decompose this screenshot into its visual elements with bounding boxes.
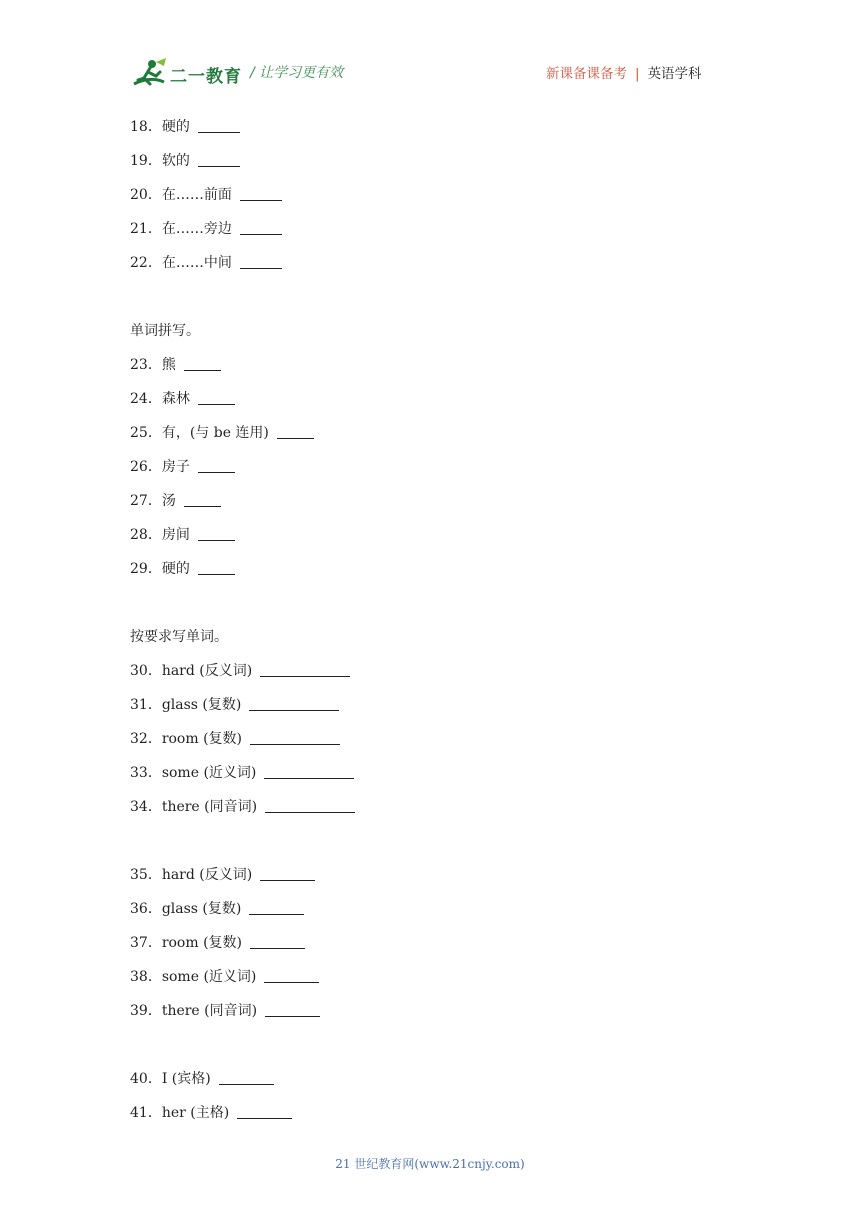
question-item (130, 926, 750, 960)
question-item (130, 246, 750, 280)
question-text: 41．her (主格) (130, 1105, 230, 1121)
spacer (130, 1028, 750, 1062)
answer-blank[interactable] (265, 798, 355, 813)
header-right (546, 62, 702, 82)
page-footer: 21 世纪教育网(www.21cnjy.com) (335, 1157, 525, 1171)
header-right-label: 新课备课备考 (546, 66, 627, 82)
question-item (130, 348, 750, 382)
answer-blank[interactable] (184, 356, 221, 371)
question-text: 21．在……旁边 (130, 221, 232, 237)
answer-blank[interactable] (240, 220, 282, 235)
question-item (130, 688, 750, 722)
question-item (130, 110, 750, 144)
question-item (130, 1096, 750, 1130)
question-item (130, 382, 750, 416)
question-text: 24．森林 (130, 391, 190, 407)
answer-blank[interactable] (219, 1070, 274, 1085)
question-item (130, 1062, 750, 1096)
header-subject: 英语学科 (647, 66, 702, 82)
logo-text: 二一教育 (170, 67, 242, 87)
question-item (130, 552, 750, 586)
question-item (130, 518, 750, 552)
question-text: 30．hard (反义词) (130, 663, 253, 679)
question-item (130, 484, 750, 518)
answer-blank[interactable] (250, 730, 340, 745)
question-text: 38．some (近义词) (130, 969, 257, 985)
answer-blank[interactable] (198, 526, 235, 541)
answer-blank[interactable] (240, 186, 282, 201)
question-text: 31．glass (复数) (130, 697, 242, 713)
question-text: 29．硬的 (130, 561, 190, 577)
section-heading: 按要求写单词。 (130, 629, 228, 645)
answer-blank[interactable] (240, 254, 282, 269)
question-text: 25．有，(与 be 连用) (130, 425, 269, 441)
spacer (130, 280, 750, 314)
worksheet-content (130, 110, 750, 1130)
spacer (130, 824, 750, 858)
question-item (130, 756, 750, 790)
answer-blank[interactable] (250, 934, 305, 949)
question-item (130, 212, 750, 246)
answer-blank[interactable] (198, 560, 235, 575)
answer-blank[interactable] (264, 764, 354, 779)
question-text: 28．房间 (130, 527, 190, 543)
question-item (130, 144, 750, 178)
question-text: 32．room (复数) (130, 731, 243, 747)
answer-blank[interactable] (198, 118, 240, 133)
answer-blank[interactable] (198, 390, 235, 405)
question-text: 40．I (宾格) (130, 1071, 211, 1087)
spacer (130, 586, 750, 620)
question-text: 27．汤 (130, 493, 176, 509)
question-item (130, 722, 750, 756)
answer-blank[interactable] (265, 1002, 320, 1017)
answer-blank[interactable] (198, 152, 240, 167)
question-text: 36．glass (复数) (130, 901, 242, 917)
question-text: 39．there (同音词) (130, 1003, 258, 1019)
header-slogan: / 让学习更有效 (250, 65, 344, 81)
question-text: 34．there (同音词) (130, 799, 258, 815)
question-item (130, 654, 750, 688)
header-separator: | (635, 66, 640, 82)
question-item (130, 178, 750, 212)
question-text: 37．room (复数) (130, 935, 243, 951)
answer-blank[interactable] (260, 662, 350, 677)
section-heading: 单词拼写。 (130, 323, 200, 339)
answer-blank[interactable] (198, 458, 235, 473)
answer-blank[interactable] (249, 696, 339, 711)
question-item (130, 450, 750, 484)
answer-blank[interactable] (237, 1104, 292, 1119)
question-text: 22．在……中间 (130, 255, 232, 271)
question-item (130, 790, 750, 824)
question-text: 20．在……前面 (130, 187, 232, 203)
question-text: 18．硬的 (130, 119, 190, 135)
question-item (130, 858, 750, 892)
question-text: 23．熊 (130, 357, 176, 373)
answer-blank[interactable] (184, 492, 221, 507)
answer-blank[interactable] (277, 424, 314, 439)
question-item (130, 960, 750, 994)
question-item (130, 892, 750, 926)
question-text: 26．房子 (130, 459, 190, 475)
question-item (130, 416, 750, 450)
page-header (0, 0, 860, 100)
answer-blank[interactable] (264, 968, 319, 983)
question-text: 19．软的 (130, 153, 190, 169)
answer-blank[interactable] (249, 900, 304, 915)
question-text: 35．hard (反义词) (130, 867, 253, 883)
answer-blank[interactable] (260, 866, 315, 881)
question-item (130, 994, 750, 1028)
question-text: 33．some (近义词) (130, 765, 257, 781)
